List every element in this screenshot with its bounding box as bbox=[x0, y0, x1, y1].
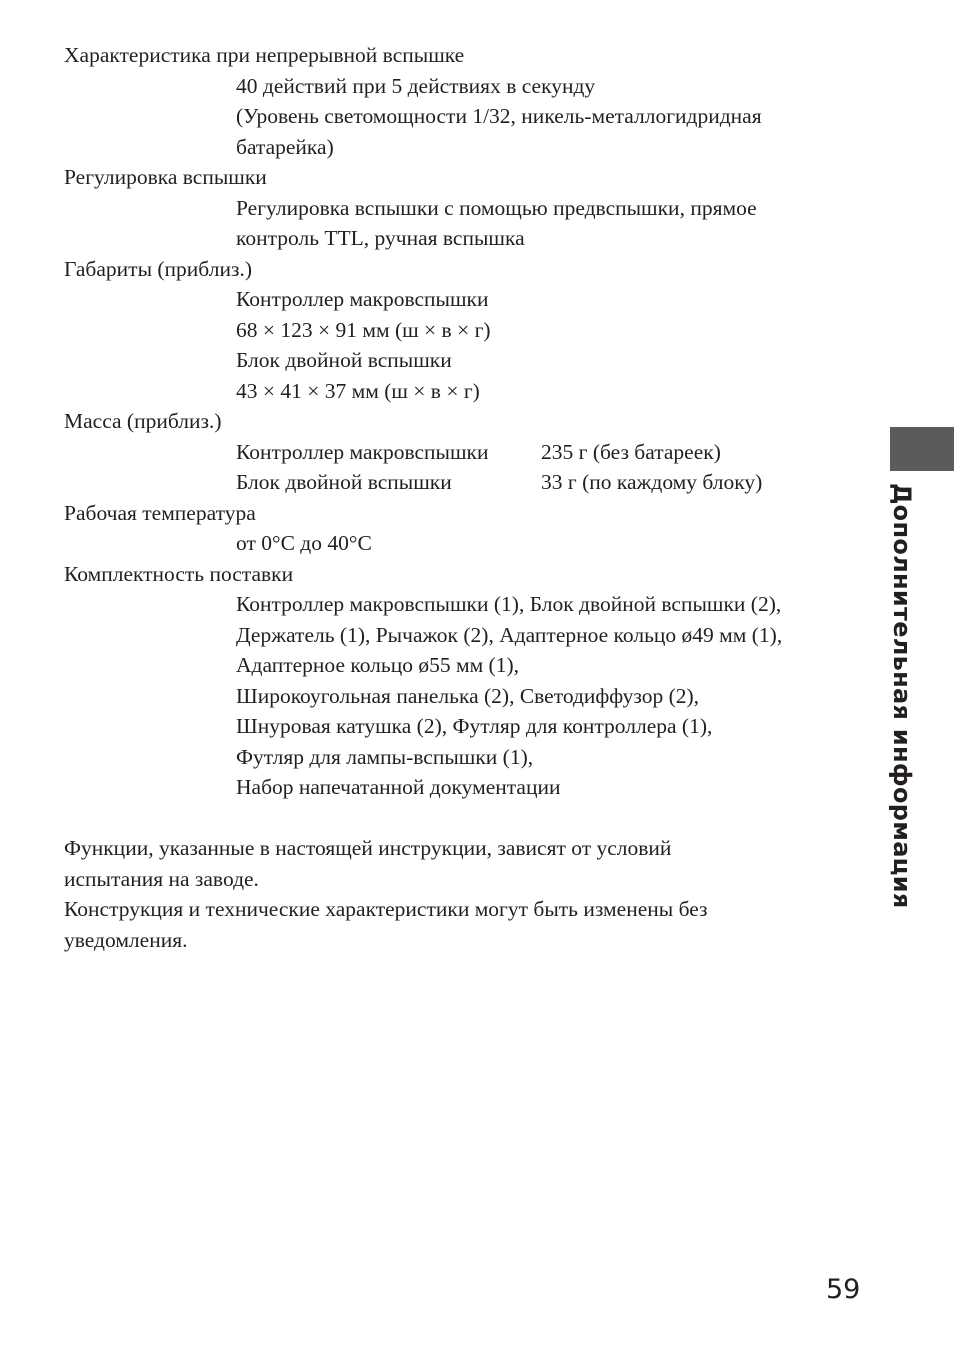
spec-heading-flash-control: Регулировка вспышки bbox=[64, 165, 267, 189]
spec-heading-dimensions: Габариты (приблиз.) bbox=[64, 256, 252, 281]
note-line: Конструкция и технические характеристики могут быть изменены без bbox=[64, 897, 708, 921]
spec-line: 40 действий при 5 действиях в секунду bbox=[236, 73, 596, 98]
spec-line: батарейка) bbox=[236, 134, 334, 159]
mass-item-name: Контроллер макровспышки bbox=[236, 439, 489, 464]
mass-item-value: 235 г (без батареек) bbox=[541, 439, 721, 464]
spec-line: Контроллер макровспышки (1), Блок двойной вспышки (2), bbox=[236, 592, 782, 616]
mass-item-value: 33 г (по каждому блоку) bbox=[541, 470, 763, 494]
spec-line: 43 × 41 × 37 мм (ш × в × г) bbox=[236, 378, 480, 403]
section-side-label: Дополнительная информация bbox=[888, 483, 916, 909]
page-number: 59 bbox=[826, 1274, 861, 1305]
spec-line: Широкоугольная панелька (2), Светодиффузор (2), bbox=[236, 683, 700, 708]
spec-line: Регулировка вспышки с помощью предвспышки, прямое bbox=[236, 195, 757, 220]
spec-line: Адаптерное кольцо ø55 мм (1), bbox=[236, 653, 519, 677]
spec-line: Футляр для лампы-вспышки (1), bbox=[236, 744, 534, 769]
spec-line: Контроллер макровспышки bbox=[236, 287, 489, 311]
mass-row bbox=[64, 437, 864, 468]
spec-heading-continuous-flash: Характеристика при непрерывной вспышке bbox=[64, 43, 465, 67]
spec-line: (Уровень светомощности 1/32, никель-металлогидридная bbox=[236, 104, 762, 128]
note-line: Функции, указанные в настоящей инструкции, зависят от условий bbox=[64, 836, 672, 860]
spec-line: от 0°C до 40°C bbox=[236, 531, 372, 555]
spec-line: Держатель (1), Рычажок (2), Адаптерное кольцо ø49 мм (1), bbox=[236, 622, 783, 647]
note-line: уведомления. bbox=[64, 927, 188, 952]
section-tab-marker bbox=[890, 427, 954, 471]
spec-line: контроль TTL, ручная вспышка bbox=[236, 226, 525, 250]
paragraph-spacer bbox=[64, 803, 864, 834]
spec-content bbox=[64, 40, 864, 955]
spec-line: Набор напечатанной документации bbox=[236, 775, 561, 799]
mass-row bbox=[64, 467, 864, 498]
note-line: испытания на заводе. bbox=[64, 866, 259, 891]
spec-heading-mass: Масса (приблиз.) bbox=[64, 409, 222, 433]
spec-heading-package-contents: Комплектность поставки bbox=[64, 561, 294, 586]
spec-heading-operating-temperature: Рабочая температура bbox=[64, 500, 256, 525]
spec-line: 68 × 123 × 91 мм (ш × в × г) bbox=[236, 317, 491, 342]
mass-item-name: Блок двойной вспышки bbox=[236, 470, 452, 494]
spec-line: Шнуровая катушка (2), Футляр для контроллера (1), bbox=[236, 714, 713, 738]
spec-line: Блок двойной вспышки bbox=[236, 348, 452, 372]
